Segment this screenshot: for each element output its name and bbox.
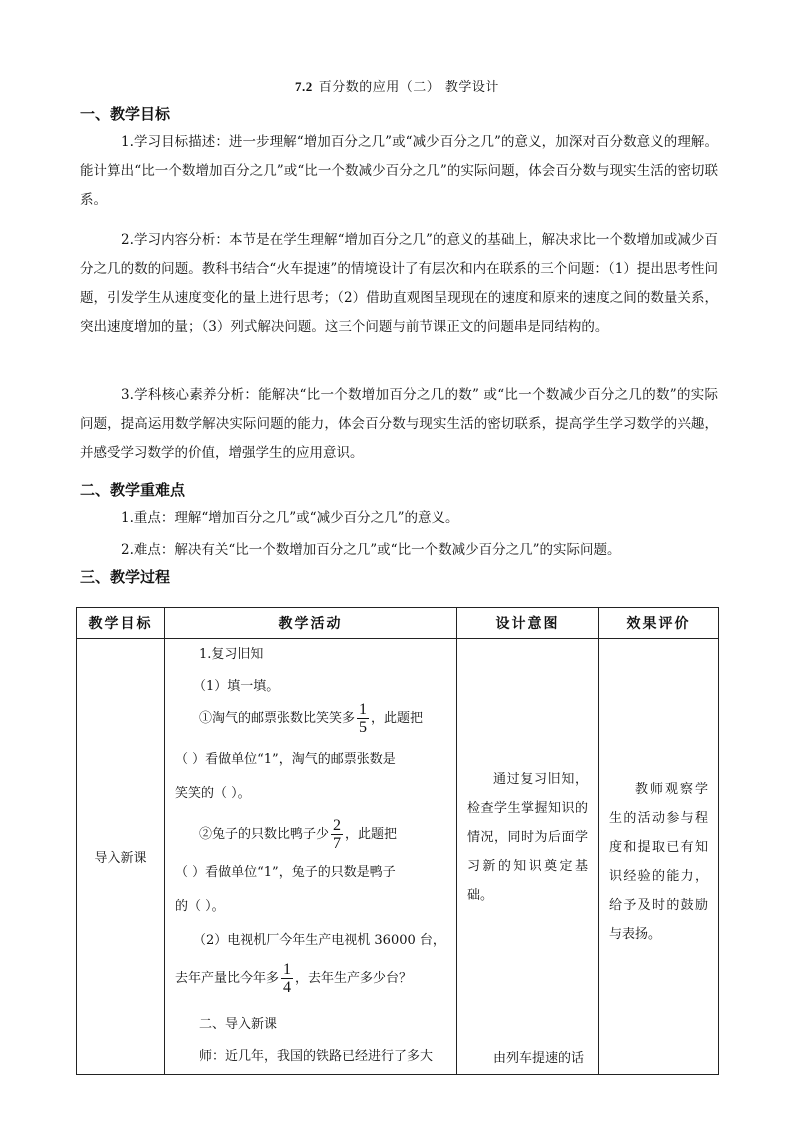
activity-q2-line2: （ ）看做单位“1”，兔子的只数是鸭子 xyxy=(175,865,396,880)
header-evaluation: 效果评价 xyxy=(599,608,719,639)
fraction-one-quarter: $\frac{1}{4}$ xyxy=(283,961,292,996)
intent-text-continued: 由列车提速的话 xyxy=(493,1051,585,1066)
difficult-point: 2.难点：解决有关“比一个数增加百分之几”或“比一个数减少百分之几”的实际问题。 xyxy=(121,542,621,558)
header-goal: 教学目标 xyxy=(77,608,165,639)
goal-cell: 导入新课 xyxy=(77,639,165,1075)
document-title xyxy=(0,76,794,95)
objective-paragraph-3: 3.学科核心素养分析：能解决“比一个数增加百分之几的数” 或“比一个数减少百分之几的数”的实际问题，提高运用数学解决实际问题的能力，体会百分数与现实生活的密切联系，提高学生学习数学的兴趣，并感受学习数学的价值，增强学生的应用意识。 xyxy=(80,387,718,461)
section-number: 7.2 xyxy=(295,79,313,94)
heading-key-points: 二、教学重难点 xyxy=(80,481,186,499)
activity-q1: ①淘气的邮票张数比笑笑多 $\frac{1}{5}$ ，此题把 xyxy=(199,701,424,736)
objective-paragraph-1: 1.学习目标描述：进一步理解“增加百分之几”或“减少百分之几”的意义，加深对百分数意义的理解。能计算出“比一个数增加百分之几”或“比一个数减少百分之几”的实际问题，体会百分数与现实生活的密切联系。 xyxy=(80,134,718,208)
activity-tv-question: （2）电视机厂今年生产电视机 36000 台， xyxy=(193,933,446,948)
heading-process: 三、教学过程 xyxy=(80,568,171,586)
intent-text: 通过复习旧知，检查学生掌握知识的情况，同时为后面学习新的知识奠定基础。 xyxy=(467,772,588,903)
activity-intro-heading: 二、导入新课 xyxy=(199,1017,278,1032)
fraction-one-fifth: $\frac{1}{5}$ xyxy=(359,701,368,736)
activity-q1-line3: 笑笑的（ ）。 xyxy=(175,786,251,801)
fraction-two-sevenths: $\frac{2}{7}$ xyxy=(333,817,342,852)
activity-teacher-line: 师：近几年，我国的铁路已经进行了多大 xyxy=(199,1049,434,1064)
activity-q1-line2: （ ）看做单位“1”，淘气的邮票张数是 xyxy=(175,752,396,767)
teaching-process-table xyxy=(76,607,719,1075)
intent-cell xyxy=(457,639,599,1075)
table-row xyxy=(77,639,719,1075)
activity-q2-line3: 的（ ）。 xyxy=(175,899,225,914)
header-intent: 设计意图 xyxy=(457,608,599,639)
title-text: 百分数的应用（二） 教学设计 xyxy=(318,80,499,95)
objective-paragraph-2: 2.学习内容分析：本节是在学生理解“增加百分之几”的意义的基础上，解决求比一个数增加或减少百分之几的数的问题。教科书结合“火车提速”的情境设计了有层次和内在联系的三个问题：（1）提出思考性问题，引发学生从速度变化的量上进行思考；（2）借助直观图呈现现在的速度和原来的速度之间的数量关系，突出速度增加的量；（3）列式解决问题。这三个问题与前节课正文的问题串是同结构的。 xyxy=(80,232,718,335)
header-activity: 教学活动 xyxy=(165,608,457,639)
evaluation-cell xyxy=(599,639,719,1075)
evaluation-text: 教师观察学生的活动参与程度和提取已有知识经验的能力，给予及时的鼓励与表扬。 xyxy=(609,782,708,942)
key-point: 1.重点：理解“增加百分之几”或“减少百分之几”的意义。 xyxy=(121,510,459,526)
activity-tv-question-line2: 去年产量比今年多 $\frac{1}{4}$ ，去年生产多少台？ xyxy=(175,961,413,996)
activity-review: 1.复习旧知 xyxy=(199,647,264,662)
activity-cell xyxy=(165,639,457,1075)
activity-fill-blank: （1）填一填。 xyxy=(193,679,280,694)
activity-q2: ②兔子的只数比鸭子少 $\frac{2}{7}$ ，此题把 xyxy=(199,817,398,852)
heading-objectives: 一、教学目标 xyxy=(80,105,171,123)
table-header-row xyxy=(77,608,719,639)
